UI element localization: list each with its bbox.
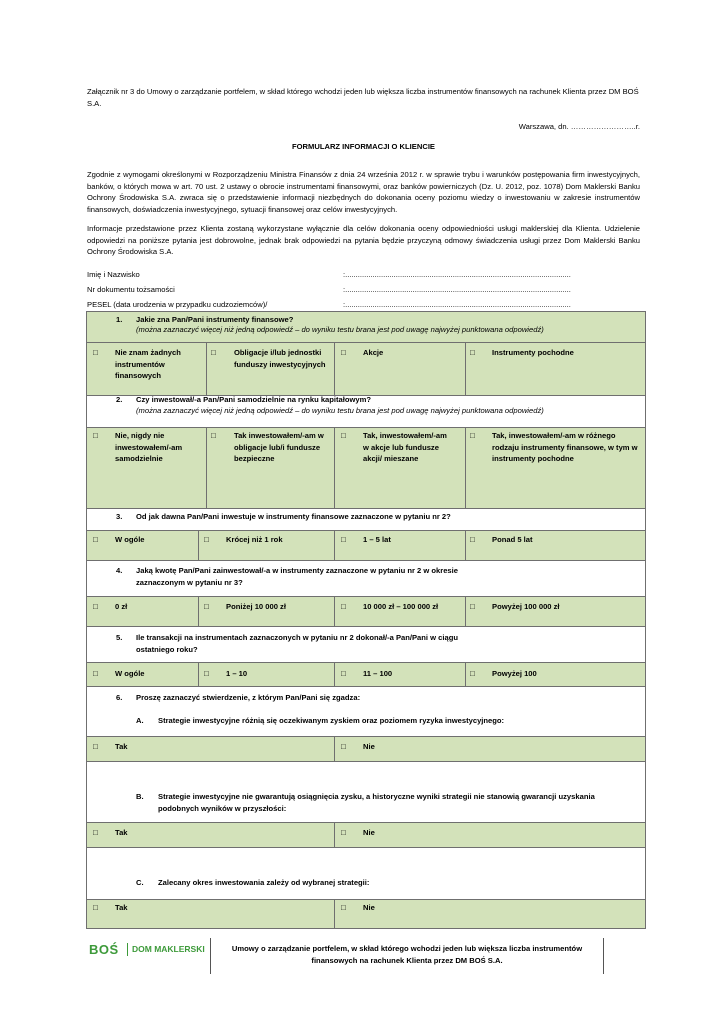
- q3-option-2-checkbox[interactable]: □: [204, 535, 209, 544]
- row-line: [86, 596, 646, 597]
- q4-option-4-label: Powyżej 100 000 zł: [492, 602, 560, 611]
- q5-option-3-label: 11 – 100: [363, 669, 393, 678]
- q1-number: 1.: [116, 315, 123, 324]
- q3-option-1-checkbox[interactable]: □: [93, 535, 98, 544]
- q1-option-1-checkbox[interactable]: □: [93, 348, 98, 357]
- col-line: [334, 662, 335, 686]
- q3-text: Od jak dawna Pan/Pani inwestuje w instrumenty finansowe zaznaczone w pytaniu nr 2?: [136, 512, 451, 521]
- q2-option-2-checkbox[interactable]: □: [211, 431, 216, 440]
- row-line: [86, 686, 646, 687]
- col-line: [206, 342, 207, 395]
- q1-note: (można zaznaczyć więcej niż jedną odpowiedź – do wyniku testu brana jest pod uwagę najwyżej punktowana odpowiedź): [136, 325, 544, 334]
- q4-option-3-label: 10 000 zł – 100 000 zł: [363, 602, 439, 611]
- row-line: [86, 560, 646, 561]
- q2-option-1-checkbox[interactable]: □: [93, 431, 98, 440]
- footer-divider: [210, 938, 211, 974]
- intro-paragraph-2: Informacje przedstawione przez Klienta zostaną wykorzystane wyłącznie dla celów dokonania oceny odpowiedniości usługi maklerskiej dla Klienta. Udzielenie odpowiedzi na poniższe pytania jest dobrowolne, jednak brak odpowiedzi na pytania będzie przyczyną odmowy świadczenia usługi przez Dom Maklerski Banku Ochrony Środowiska S.A.: [87, 224, 640, 256]
- col-line: [465, 342, 466, 395]
- q4-option-4-checkbox[interactable]: □: [470, 602, 475, 611]
- q4-text: Jaką kwotę Pan/Pani zainwestował/-a w instrumenty zaznaczone w pytaniu nr 2 w okresie zaznaczonym w pytaniu nr 3?: [136, 566, 458, 587]
- q6c-letter: C.: [136, 878, 144, 887]
- logo-bos-text: BOŚ: [89, 942, 119, 957]
- q5-option-3-checkbox[interactable]: □: [341, 669, 346, 678]
- q2-option-4-checkbox[interactable]: □: [470, 431, 475, 440]
- q5-number: 5.: [116, 633, 123, 642]
- row-line: [86, 626, 646, 627]
- q6c-no-label: Nie: [363, 903, 375, 912]
- col-line: [465, 427, 466, 508]
- q5-option-1-checkbox[interactable]: □: [93, 669, 98, 678]
- q4-option-2-checkbox[interactable]: □: [204, 602, 209, 611]
- q1-option-4-label: Instrumenty pochodne: [492, 348, 574, 357]
- q6a-no-label: Nie: [363, 742, 375, 751]
- row-line: [86, 311, 646, 312]
- col-line: [465, 596, 466, 626]
- row-line: [86, 508, 646, 509]
- row-line: [86, 427, 646, 428]
- q6a-yes-label: Tak: [115, 742, 128, 751]
- q3-option-3-checkbox[interactable]: □: [341, 535, 346, 544]
- q3-number: 3.: [116, 512, 123, 521]
- col-line: [465, 662, 466, 686]
- q1-option-1-label: Nie znam żadnych instrumentów finansowych: [115, 348, 181, 380]
- name-label: Imię i Nazwisko: [87, 270, 140, 279]
- q6c-no-checkbox[interactable]: □: [341, 903, 346, 912]
- col-line: [334, 736, 335, 761]
- row-line: [86, 662, 646, 663]
- q6b-letter: B.: [136, 792, 144, 801]
- col-line: [198, 530, 199, 560]
- q6a-text: Strategie inwestycyjne różnią się oczekiwanym zyskiem oraz poziomem ryzyka inwestycyjnego:: [158, 716, 505, 725]
- q6b-yes-checkbox[interactable]: □: [93, 828, 98, 837]
- page-title: FORMULARZ INFORMACJI O KLIENCIE: [291, 142, 435, 151]
- q5-option-4-checkbox[interactable]: □: [470, 669, 475, 678]
- q6b-text: Strategie inwestycyjne nie gwarantują osiągnięcia zysku, a historyczne wyniki strategii nie stanowią gwarancji uzyskania podobnych wyników w przyszłości:: [158, 792, 595, 813]
- col-line: [334, 427, 335, 508]
- footer-text: Umowy o zarządzanie portfelem, w skład którego wchodzi jeden lub większa liczba instrumentów finansowych na rachunek Klienta przez DM BOŚ S.A.: [231, 944, 583, 965]
- q5-text: Ile transakcji na instrumentach zaznaczonych w pytaniu nr 2 dokonał/-a Pan/Pani w ciągu ostatniego roku?: [136, 633, 458, 654]
- table-border-right: [645, 311, 646, 929]
- row-line: [86, 847, 646, 848]
- row-line: [86, 822, 646, 823]
- table-border-left: [86, 311, 87, 929]
- col-line: [334, 596, 335, 626]
- annex-note: Załącznik nr 3 do Umowy o zarządzanie portfelem, w skład którego wchodzi jeden lub większa liczba instrumentów finansowych na rachunek Klienta przez DM BOŚ S.A.: [87, 87, 639, 108]
- q4-number: 4.: [116, 566, 123, 575]
- footer-divider: [603, 938, 604, 974]
- q1-option-3-label: Akcje: [363, 348, 384, 357]
- q1-option-2-checkbox[interactable]: □: [211, 348, 216, 357]
- q5-option-1-label: W ogóle: [115, 669, 145, 678]
- q6-number: 6.: [116, 693, 123, 702]
- col-line: [334, 530, 335, 560]
- q6b-no-label: Nie: [363, 828, 375, 837]
- q5-option-4-label: Powyżej 100: [492, 669, 537, 678]
- q5-option-2-checkbox[interactable]: □: [204, 669, 209, 678]
- q2-option-4-label: Tak, inwestowałem/-am w różnego rodzaju instrumenty finansowe, w tym w instrumenty pochodne: [492, 431, 638, 463]
- q2-option-1-label: Nie, nigdy nie inwestowałem/-am samodzielnie: [115, 431, 183, 463]
- q1-option-2-label: Obligacje i/lub jednostki funduszy inwestycyjnych: [234, 348, 326, 369]
- q2-option-2-label: Tak inwestowałem/-am w obligacje lub/i fundusze bezpieczne: [234, 431, 324, 463]
- logo-divider: [127, 943, 128, 956]
- q3-option-1-label: W ogóle: [115, 535, 145, 544]
- q6b-no-checkbox[interactable]: □: [341, 828, 346, 837]
- q2-text: Czy inwestował/-a Pan/Pani samodzielnie na rynku kapitałowym?: [136, 395, 372, 404]
- q5-option-2-label: 1 – 10: [226, 669, 248, 678]
- row-line: [86, 928, 646, 929]
- place-date: Warszawa, dn. ……………………..r.: [518, 122, 640, 131]
- q2-note: (można zaznaczyć więcej niż jedną odpowiedź – do wyniku testu brana jest pod uwagę najwyżej punktowana odpowiedź): [136, 406, 544, 415]
- company-logo: [89, 940, 209, 960]
- col-line: [198, 596, 199, 626]
- q4-option-3-checkbox[interactable]: □: [341, 602, 346, 611]
- col-line: [334, 899, 335, 928]
- q3-option-2-label: Krócej niż 1 rok: [226, 535, 283, 544]
- logo-dm-text: DOM MAKLERSKI: [132, 944, 205, 954]
- q1-option-3-checkbox[interactable]: □: [341, 348, 346, 357]
- col-line: [198, 662, 199, 686]
- q6c-text: Zalecany okres inwestowania zależy od wybranej strategii:: [158, 878, 370, 887]
- q4-option-2-label: Poniżej 10 000 zł: [226, 602, 286, 611]
- col-line: [465, 530, 466, 560]
- q2-option-3-checkbox[interactable]: □: [341, 431, 346, 440]
- q6c-yes-label: Tak: [115, 903, 128, 912]
- row-line: [86, 899, 646, 900]
- q2-number: 2.: [116, 395, 123, 404]
- q2-option-3-label: Tak, inwestowałem/-am w akcje lub fundusze akcji/ mieszane: [363, 431, 447, 463]
- id-document-field[interactable]: :...........................................................................................................: [343, 285, 571, 294]
- id-document-label: Nr dokumentu tożsamości: [87, 285, 175, 294]
- q6a-no-checkbox[interactable]: □: [341, 742, 346, 751]
- row-line: [86, 530, 646, 531]
- pesel-label: PESEL (data urodzenia w przypadku cudzoziemców)/: [87, 300, 268, 309]
- q3-option-4-checkbox[interactable]: □: [470, 535, 475, 544]
- row-line: [86, 761, 646, 762]
- name-field[interactable]: :...........................................................................................................: [343, 270, 571, 279]
- q3-option-3-label: 1 – 5 lat: [363, 535, 391, 544]
- row-line: [86, 736, 646, 737]
- col-line: [334, 822, 335, 847]
- q4-option-1-label: 0 zł: [115, 602, 128, 611]
- q1-option-4-checkbox[interactable]: □: [470, 348, 475, 357]
- q6b-yes-label: Tak: [115, 828, 128, 837]
- q3-option-4-label: Ponad 5 lat: [492, 535, 533, 544]
- q1-text: Jakie zna Pan/Pani instrumenty finansowe?: [136, 315, 294, 324]
- pesel-field[interactable]: :...........................................................................................................: [343, 300, 571, 309]
- q6a-letter: A.: [136, 716, 144, 725]
- col-line: [206, 427, 207, 508]
- intro-paragraph-1: Zgodnie z wymogami określonymi w Rozporządzeniu Ministra Finansów z dnia 24 września 2012 r. w sprawie trybu i warunków postępowania firm inwestycyjnych, banków, o których mowa w art. 70 ust. 2 ustawy o obrocie instrumentami finansowymi, oraz banków powierniczych (Dz. U. 2012, poz. 1078) Dom Maklerski Banku Ochrony Środowiska S.A. zwraca się o przedstawienie informacji niezbędnych do dokonania oceny poziomu wiedzy o inwestowaniu w zakresie instrumentów finansowych, doświadczenia inwestycyjnego, sytuacji finansowej oraz celów inwestycyjnych.: [87, 170, 640, 214]
- q6a-yes-checkbox[interactable]: □: [93, 742, 98, 751]
- col-line: [334, 342, 335, 395]
- q6-text: Proszę zaznaczyć stwierdzenie, z którym Pan/Pani się zgadza:: [136, 693, 361, 702]
- q4-option-1-checkbox[interactable]: □: [93, 602, 98, 611]
- row-line: [86, 342, 646, 343]
- q6c-yes-checkbox[interactable]: □: [93, 903, 98, 912]
